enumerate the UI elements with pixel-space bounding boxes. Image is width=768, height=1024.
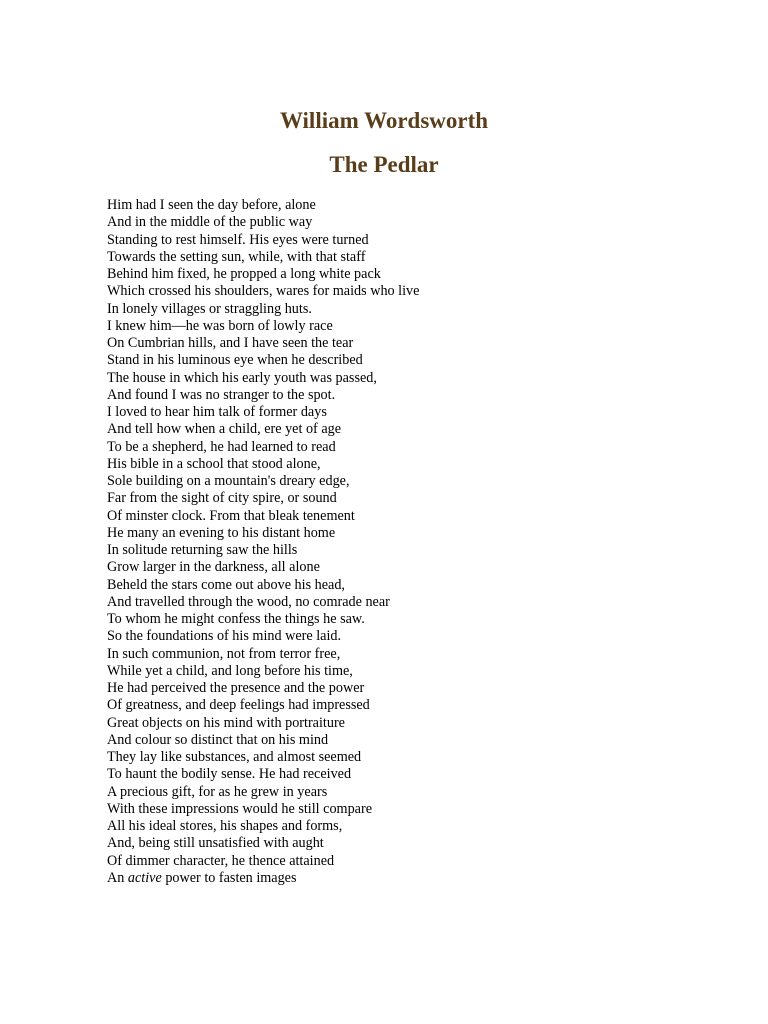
poem-line: I loved to hear him talk of former days [107, 404, 327, 420]
poem-line: His bible in a school that stood alone, [107, 455, 321, 472]
poem-line: In such communion, not from terror free, [107, 645, 341, 662]
poem-line: Him had I seen the day before, alone [107, 197, 316, 213]
poem-line: To haunt the bodily sense. He had received [107, 766, 352, 783]
poem-line: I knew him—he was born of lowly race [107, 317, 333, 334]
poem-line: Sole building on a mountain's dreary edge, [107, 473, 350, 489]
poem-line: All his ideal stores, his shapes and forms, [107, 818, 343, 834]
poem-line: And in the middle of the public way [107, 214, 313, 231]
poem-line: Stand in his luminous eye when he described [107, 352, 363, 369]
poem-line: While yet a child, and long before his time, [107, 662, 353, 679]
poem-line: Of greatness, and deep feelings had impressed [107, 697, 370, 714]
author-heading: William Wordsworth [279, 108, 489, 133]
poem-line: And tell how when a child, ere yet of age [107, 421, 342, 438]
poem-line: And, being still unsatisfied with aught [107, 835, 324, 852]
poem-line: Standing to rest himself. His eyes were turned [107, 231, 369, 248]
poem-line: Behind him fixed, he propped a long white pack [107, 266, 381, 282]
emphasized-word: active [127, 869, 162, 886]
poem-line: So the foundations of his mind were laid. [107, 628, 342, 645]
poem-line: The house in which his early youth was passed, [107, 369, 377, 386]
poem-line: In solitude returning saw the hills [107, 542, 298, 558]
poem-line: With these impressions would he still compare [107, 800, 373, 817]
poem-line: Beheld the stars come out above his head, [107, 576, 345, 593]
poem-line: A precious gift, for as he grew in years [107, 783, 328, 800]
poem-line: To whom he might confess the things he saw. [107, 611, 365, 627]
poem-line: On Cumbrian hills, and I have seen the tear [107, 335, 354, 351]
line-text: An [107, 869, 128, 886]
poem-line-last [107, 870, 707, 887]
poem-line: Great objects on his mind with portraiture [107, 714, 345, 731]
poem-line: Of minster clock. From that bleak tenement [107, 507, 355, 524]
poem-line: He many an evening to his distant home [107, 524, 336, 541]
poem-line: And travelled through the wood, no comrade near [107, 593, 390, 610]
poem-line: And colour so distinct that on his mind [107, 731, 329, 748]
poem-line: Towards the setting sun, while, with that staff [107, 248, 366, 265]
poem-line: Of dimmer character, he thence attained [107, 852, 335, 869]
poem-line: They lay like substances, and almost seemed [107, 749, 362, 765]
poem-line: In lonely villages or straggling huts. [107, 300, 312, 317]
poem-line: He had perceived the presence and the power [107, 680, 365, 696]
poem-title: The Pedlar [329, 152, 439, 177]
poem-line: To be a shepherd, he had learned to read [107, 438, 336, 455]
poem-line: Grow larger in the darkness, all alone [107, 559, 320, 576]
poem-body [107, 197, 707, 887]
line-text: power to fasten images [161, 869, 297, 886]
poem-line: And found I was no stranger to the spot. [107, 386, 336, 403]
poem-line: Far from the sight of city spire, or sound [107, 490, 337, 507]
poem-line: Which crossed his shoulders, wares for maids who live [107, 283, 420, 300]
